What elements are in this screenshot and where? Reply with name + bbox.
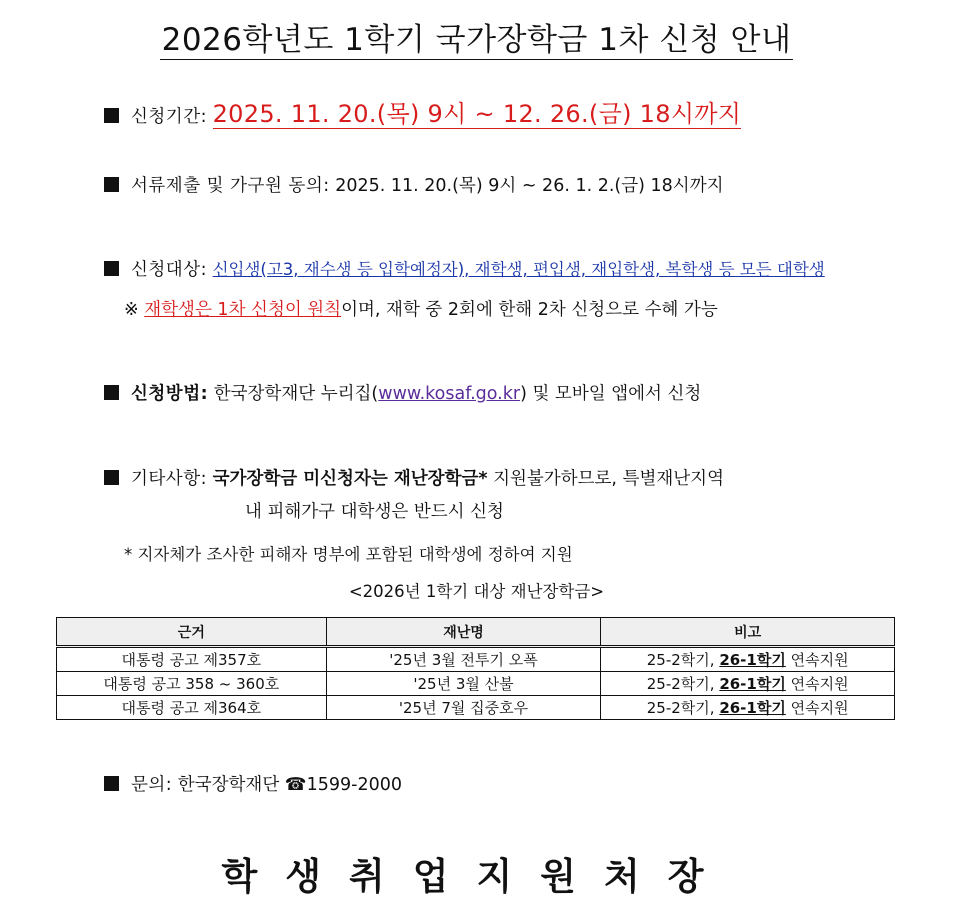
note-prefix: 25-2학기,	[646, 651, 720, 669]
method-label: 신청방법:	[131, 384, 209, 404]
inquiry-row	[104, 771, 402, 796]
cell-disaster: '25년 3월 전투기 오폭	[326, 647, 601, 672]
period-label: 신청기간:	[131, 107, 208, 127]
table-row	[57, 696, 895, 720]
etc-row	[104, 465, 724, 490]
signature: 학생취업지원처장	[221, 855, 732, 898]
cell-note	[601, 672, 895, 696]
etc-footnote: * 지자체가 조사한 피해자 명부에 포함된 대학생에 정하여 지원	[124, 545, 573, 564]
target-note-rest: 이며, 재학 중 2회에 한해 2차 신청으로 수혜 가능	[341, 300, 718, 320]
method-prefix: 한국장학재단 누리집(	[213, 384, 379, 404]
target-label: 신청대상:	[131, 260, 208, 280]
note-prefix: 25-2학기,	[646, 675, 720, 693]
table-row	[57, 672, 895, 696]
table-caption: <2026년 1학기 대상 재난장학금>	[348, 582, 605, 601]
etc-bold-text: 국가장학금 미신청자는 재난장학금*	[212, 469, 488, 489]
note-highlight: 26-1학기	[719, 651, 786, 669]
page-title: 2026학년도 1학기 국가장학금 1차 신청 안내	[161, 22, 792, 58]
etc-rest: 지원불가하므로, 특별재난지역	[487, 469, 724, 489]
note-highlight: 26-1학기	[719, 699, 786, 717]
period-value: 2025. 11. 20.(목) 9시 ~ 12. 26.(금) 18시까지	[212, 100, 742, 128]
bullet-square-icon	[104, 177, 119, 192]
cell-basis: 대통령 공고 제364호	[57, 696, 327, 720]
cell-note	[601, 647, 895, 672]
documents-value: 2025. 11. 20.(목) 9시 ~ 26. 1. 2.(금) 18시까지	[335, 176, 724, 196]
method-suffix: ) 및 모바일 앱에서 신청	[520, 384, 702, 404]
etc-label: 기타사항:	[131, 469, 208, 489]
target-row	[104, 256, 825, 281]
table-row	[57, 647, 895, 672]
note-highlight: 26-1학기	[719, 675, 786, 693]
kosaf-link[interactable]: www.kosaf.go.kr	[378, 384, 521, 404]
target-note	[124, 296, 718, 321]
table-header-row	[57, 618, 895, 647]
note-prefix: 25-2학기,	[646, 699, 720, 717]
method-row	[104, 380, 701, 405]
inquiry-label: 문의:	[131, 775, 173, 795]
disaster-scholarship-table	[56, 617, 895, 720]
cell-basis: 대통령 공고 358 ~ 360호	[57, 672, 327, 696]
bullet-square-icon	[104, 385, 119, 400]
header-disaster: 재난명	[326, 618, 601, 647]
note-suffix: 연속지원	[785, 651, 849, 669]
target-value: 신입생(고3, 재수생 등 입학예정자), 재학생, 편입생, 재입학생, 복학생 등 모든 대학생	[212, 260, 825, 279]
note-suffix: 연속지원	[785, 675, 849, 693]
cell-basis: 대통령 공고 제357호	[57, 647, 327, 672]
bullet-square-icon	[104, 108, 119, 123]
documents-row	[104, 172, 724, 197]
cell-disaster: '25년 7월 집중호우	[326, 696, 601, 720]
header-basis: 근거	[57, 618, 327, 647]
note-mark: ※	[124, 300, 139, 320]
bullet-square-icon	[104, 470, 119, 485]
etc-line2: 내 피해가구 대학생은 반드시 신청	[245, 502, 504, 522]
cell-disaster: '25년 3월 산불	[326, 672, 601, 696]
inquiry-value: 한국장학재단 ☎1599-2000	[177, 775, 402, 795]
bullet-square-icon	[104, 261, 119, 276]
bullet-square-icon	[104, 776, 119, 791]
header-note: 비고	[601, 618, 895, 647]
cell-note	[601, 696, 895, 720]
documents-label: 서류제출 및 가구원 동의:	[131, 176, 330, 196]
period-row	[104, 94, 741, 129]
target-note-highlight: 재학생은 1차 신청이 원칙	[144, 300, 342, 320]
note-suffix: 연속지원	[785, 699, 849, 717]
